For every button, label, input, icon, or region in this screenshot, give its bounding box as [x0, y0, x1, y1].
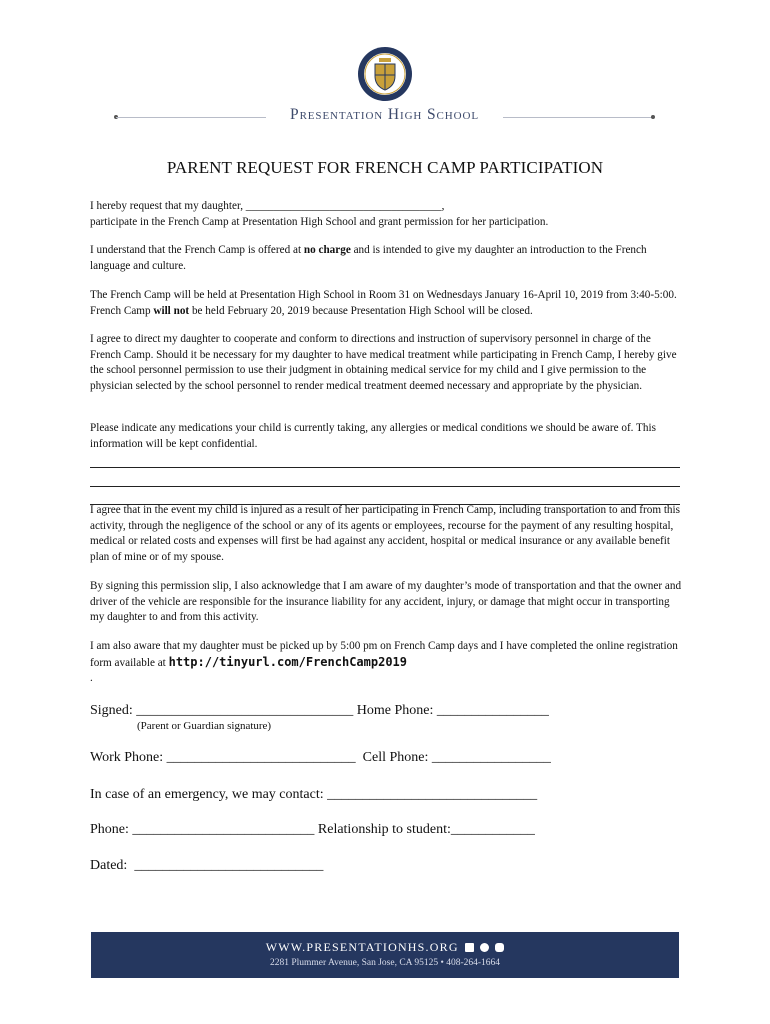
pickup-end: . [90, 672, 93, 685]
request-line-1: I hereby request that my daughter, ___________________________________, [90, 200, 445, 212]
medications-line-1[interactable] [90, 467, 680, 468]
school-name: Presentation High School [290, 106, 479, 123]
pickup-text: I am also aware that my daughter must be picked up by 5:00 pm on French Camp days and I have completed the online registration form available at [90, 640, 678, 669]
no-charge-bold: no charge [303, 244, 351, 256]
paragraph-medical-consent: I agree to direct my daughter to cooperate and conform to directions and instruction of supervisory personnel in charge of the French Camp. Should it be necessary for my daughter to have medical treatment while participating in French Camp, I hereby give the school personnel permission to use their judgment in obtaining medical service for my child and I give permission to the physician selected by the school personnel to render medical treatment deemed necessary and appropriate by the physician. [90, 333, 677, 392]
instagram-icon[interactable] [495, 943, 504, 952]
header-divider-left [116, 117, 266, 118]
emergency-phone-field[interactable]: Phone: __________________________ Relationship to student:____________ [90, 822, 535, 837]
medications-line-2[interactable] [90, 486, 680, 487]
no-charge-text-a: I understand that the French Camp is offered at [90, 244, 304, 256]
signed-field[interactable]: Signed: _______________________________ Home Phone: ________________ [90, 703, 549, 718]
footer-address: 2281 Plummer Avenue, San Jose, CA 95125 • 408-264-1664 [269, 958, 501, 968]
paragraph-transportation: By signing this permission slip, I also acknowledge that I am aware of my daughter’s mode of transportation and that the owner and driver of the vehicle are responsible for the insurance liability for any accident, injury, or damage that might occur in transporting my daughter to and from this activity. [90, 580, 682, 624]
paragraph-request [90, 199, 682, 230]
page-title: PARENT REQUEST FOR FRENCH CAMP PARTICIPATION [166, 158, 604, 177]
paragraph-medications: Please indicate any medications your child is currently taking, any allergies or medical conditions we should be aware of. This information will be kept confidential. [90, 422, 656, 450]
footer-website[interactable]: WWW.PRESENTATIONHS.ORG [265, 940, 459, 954]
header-dot-right [651, 115, 655, 119]
school-crest-logo [357, 44, 413, 104]
header-divider-right [503, 117, 653, 118]
twitter-icon[interactable] [480, 943, 489, 952]
schedule-bold: will not [153, 304, 190, 317]
schedule-text-b: be held February 20, 2019 because Presentation High School will be closed. [189, 304, 533, 317]
emergency-contact-field[interactable]: In case of an emergency, we may contact: ______________________________ [90, 787, 538, 802]
registration-link[interactable]: http://tinyurl.com/FrenchCamp2019 [168, 654, 408, 669]
paragraph-liability: I agree that in the event my child is injured as a result of her participating in French Camp, including transportation to and from this activity, through the negligence of the school or any of its agents or employees, recourse for the payment of any resulting hospital, medical or related costs and expenses will first be had against any accident, hospital or medical insurance or any available benefit plan of mine or of my spouse. [90, 504, 680, 563]
work-phone-field[interactable]: Work Phone: ___________________________ Cell Phone: _________________ [90, 750, 551, 765]
paragraph-pickup [90, 639, 682, 687]
signature-caption: (Parent or Guardian signature) [137, 720, 272, 732]
no-charge-text-b: and is intended to give my daughter an introduction to the French language and culture. [90, 244, 647, 272]
dated-field[interactable]: Dated: ___________________________ [90, 858, 324, 873]
footer-banner [91, 932, 679, 978]
paragraph-schedule [90, 288, 682, 319]
facebook-icon[interactable] [465, 943, 474, 952]
request-line-2: participate in the French Camp at Presentation High School and grant permission for her participation. [90, 215, 549, 228]
footer-website-line [91, 940, 679, 955]
paragraph-no-charge [90, 243, 682, 274]
schedule-text-a: The French Camp will be held at Presentation High School in Room 31 on Wednesdays January 16-April 10, 2019 from 3:40-5:00. French Camp [90, 289, 677, 317]
